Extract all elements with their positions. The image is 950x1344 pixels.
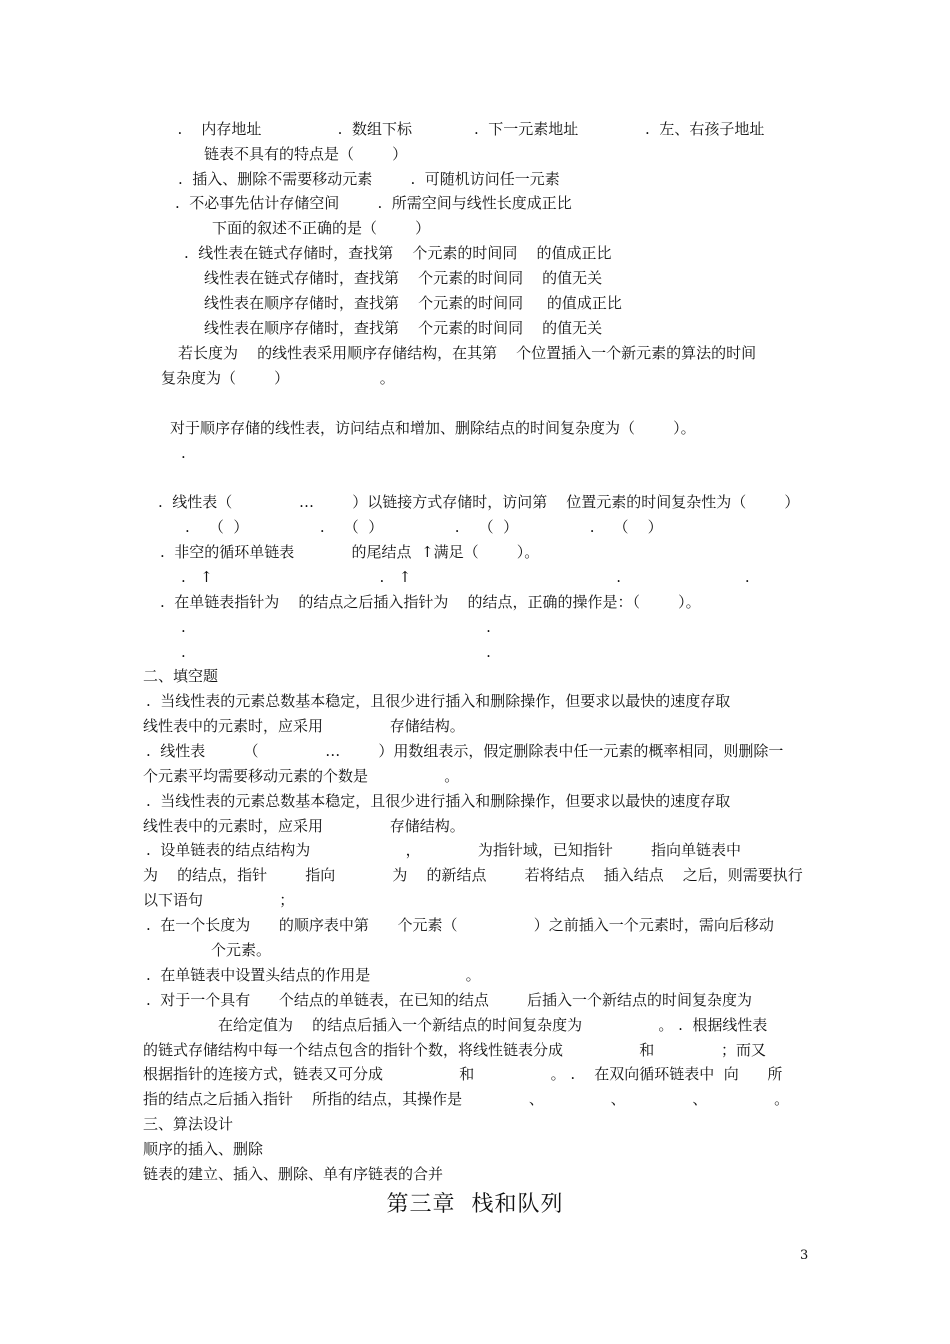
text-line: . 当线性表的元素总数基本稳定，且很少进行插入和删除操作，但要求以最快的速度存取	[146, 692, 731, 710]
text-line: 的链式存储结构中每一个结点包含的指针个数，将线性链表分成 和 ；而又	[143, 1041, 767, 1059]
text-line: 若长度为 的线性表采用顺序存储结构，在其第 个位置插入一个新元素的算法的时间	[178, 344, 757, 362]
text-line: 以下语句 ；	[143, 891, 295, 909]
chapter-heading: 第三章 栈和队列	[386, 1192, 564, 1217]
text-line: . 非空的循环单链表 的尾结点 ↑满足（ ）。	[160, 543, 540, 561]
text-line: . 在单链表指针为 的结点之后插入指针为 的结点，正确的操作是：（ ）。	[160, 593, 701, 611]
text-line: . 不必事先估计存储空间 . 所需空间与线性长度成正比	[175, 194, 572, 212]
text-line: . 插入、删除不需要移动元素 . 可随机访问任一元素	[178, 170, 560, 188]
section-heading: 三、算法设计	[143, 1115, 234, 1133]
text-line: 线性表在顺序存储时，查找第 个元素的时间同 的值无关	[204, 319, 603, 337]
text-line: . .	[181, 618, 491, 636]
text-line: 顺序的插入、删除	[143, 1140, 264, 1158]
text-line: .	[181, 444, 186, 462]
page-number: 3	[800, 1248, 809, 1263]
text-line: 链表的建立、插入、删除、单有序链表的合并	[143, 1165, 444, 1183]
text-line: 下面的叙述不正确的是（ ）	[212, 219, 431, 237]
text-line: 链表不具有的特点是（ ）	[204, 145, 408, 163]
text-line: . 对于一个具有 个结点的单链表，在已知的结点 后插入一个新结点的时间复杂度为	[146, 991, 753, 1009]
text-line: 对于顺序存储的线性表，访问结点和增加、删除结点的时间复杂度为（ ）。	[170, 419, 696, 437]
text-line: . （ ） . （ ） . （ ） . （ ）	[185, 518, 663, 536]
text-line: . 内存地址 . 数组下标 . 下一元素地址 . 左、右孩子地址	[168, 120, 765, 138]
text-line: 复杂度为（ ） 。	[161, 369, 395, 387]
text-line: 为 的结点，指针 指向 为 的新结点 若将结点 插入结点 之后，则需要执行	[143, 866, 803, 884]
text-line: 根据指针的连接方式，链表又可分成 和 。 . 在双向循环链表中 向 所	[143, 1065, 783, 1083]
text-line: 线性表在链式存储时，查找第 个元素的时间同 的值无关	[204, 269, 603, 287]
text-line: 在给定值为 的结点后插入一个新结点的时间复杂度为 。 . 根据线性表	[218, 1016, 768, 1034]
text-line: 线性表中的元素时，应采用 存储结构。	[143, 817, 465, 835]
text-line: . 线性表 （ … ）用数组表示，假定删除表中任一元素的概率相同，则删除一	[146, 742, 784, 760]
text-line: . 线性表（ … ）以链接方式存储时，访问第 位置元素的时间复杂性为（ ）	[158, 493, 800, 511]
text-line: 线性表中的元素时，应采用 存储结构。	[143, 717, 465, 735]
text-line: . .	[181, 643, 491, 661]
section-heading: 二、填空题	[143, 667, 219, 685]
text-line: . ↑ . ↑ . .	[181, 568, 750, 586]
text-line: . 在单链表中设置头结点的作用是 。	[146, 966, 481, 984]
text-line: . 设单链表的结点结构为 ， 为指针域，已知指针 指向单链表中	[146, 841, 742, 859]
text-line: 指的结点之后插入指针 所指的结点，其操作是 、 、 、 。	[143, 1090, 790, 1108]
text-line: . 线性表在链式存储时，查找第 个元素的时间同 的值成正比	[184, 244, 612, 262]
text-line: . 当线性表的元素总数基本稳定，且很少进行插入和删除操作，但要求以最快的速度存取	[146, 792, 731, 810]
text-line: 个元素。	[211, 941, 272, 959]
text-line: 线性表在顺序存储时，查找第 个元素的时间同 的值成正比	[204, 294, 622, 312]
text-line: 个元素平均需要移动元素的个数是 。	[143, 767, 460, 785]
text-line: . 在一个长度为 的顺序表中第 个元素（ ）之前插入一个元素时，需向后移动	[146, 916, 774, 934]
